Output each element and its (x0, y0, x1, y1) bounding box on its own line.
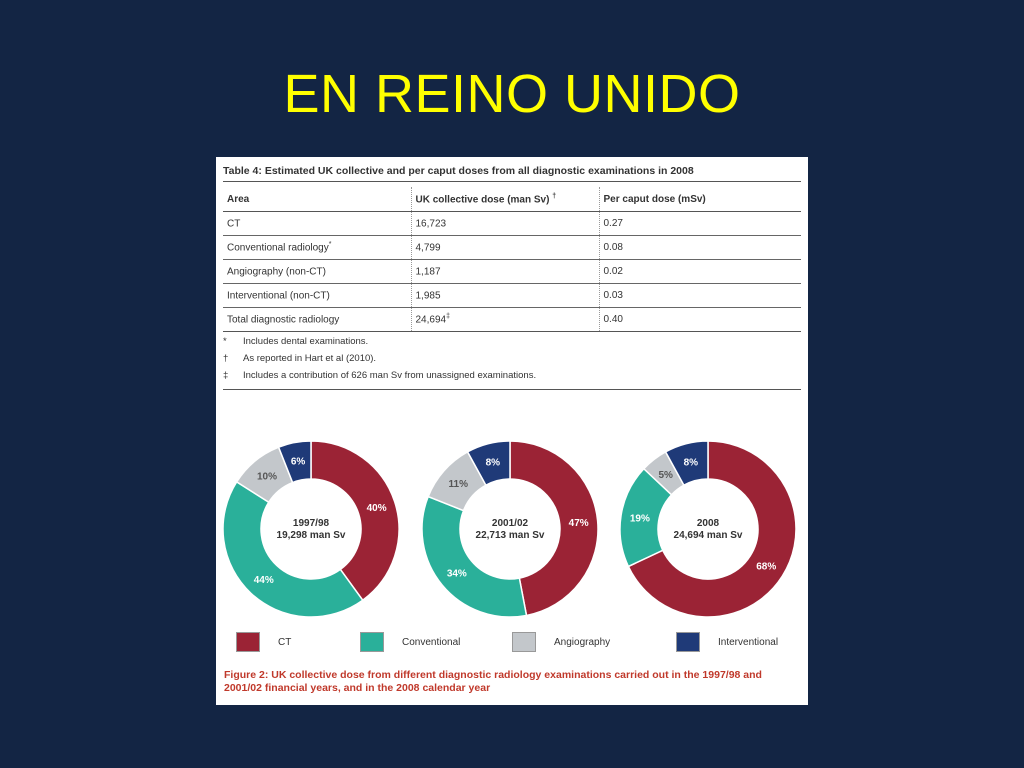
chart-legend (236, 632, 796, 654)
collective-text: 16,723 (415, 218, 447, 230)
slice-label: 40% (366, 503, 387, 515)
legend-swatch (676, 632, 700, 652)
cell-per-caput: 0.02 (599, 260, 801, 284)
cell-per-caput: 0.40 (599, 308, 801, 332)
note-text: Includes a contribution of 626 man Sv from unassigned examinations. (243, 370, 537, 381)
donut-charts (216, 427, 808, 617)
collective-text: 24,694 (415, 314, 447, 326)
table-notes (223, 333, 801, 390)
table-row (223, 236, 801, 260)
table-row (223, 212, 801, 236)
slice-label: 34% (446, 568, 467, 580)
legend-label: CT (278, 636, 292, 648)
cell-area (223, 236, 411, 260)
legend-item-angiography (512, 632, 610, 652)
note-text: Includes dental examinations. (243, 336, 369, 347)
note-item (223, 350, 801, 367)
cell-area (223, 260, 411, 284)
slice-label: 8% (485, 457, 501, 469)
cell-area (223, 212, 411, 236)
collective-mark: ‡ (446, 313, 450, 321)
legend-label: Interventional (718, 636, 779, 648)
note-item (223, 367, 801, 384)
donut-chart-1 (223, 441, 399, 617)
slice-conventional (422, 497, 526, 617)
collective-text: 4,799 (415, 242, 441, 254)
header-collective-text: UK collective dose (man Sv) (415, 194, 550, 206)
note-mark: † (223, 353, 229, 364)
note-text: As reported in Hart et al (2010). (243, 353, 377, 364)
donut-chart-3 (620, 441, 796, 617)
cell-per-caput: 0.08 (599, 236, 801, 260)
slice-label: 6% (290, 456, 306, 468)
slice-label: 10% (257, 471, 278, 483)
collective-text: 1,985 (415, 290, 441, 302)
area-mark: * (328, 241, 332, 249)
header-collective-mark: † (552, 192, 557, 200)
slice-label: 8% (683, 457, 699, 469)
dose-table (223, 187, 801, 332)
cell-per-caput: 0.27 (599, 212, 801, 236)
legend-swatch (236, 632, 260, 652)
cell-collective (411, 212, 599, 236)
cell-collective (411, 308, 599, 332)
legend-swatch (512, 632, 536, 652)
legend-item-interventional (676, 632, 778, 652)
cell-area (223, 284, 411, 308)
table-row (223, 308, 801, 332)
area-text: Conventional radiology (227, 242, 329, 254)
table-row (223, 284, 801, 308)
center-label-period: 2001/02 (491, 518, 529, 529)
note-mark: ‡ (223, 370, 229, 381)
legend-item-ct (236, 632, 291, 652)
slice-label: 11% (448, 478, 468, 490)
table-row (223, 260, 801, 284)
note-mark: * (223, 336, 227, 347)
slice-label: 44% (253, 574, 274, 586)
center-label-dose: 19,298 man Sv (276, 530, 346, 541)
cell-per-caput: 0.03 (599, 284, 801, 308)
header-per-caput-dose: Per caput dose (mSv) (599, 187, 801, 212)
legend-item-conventional (360, 632, 460, 652)
area-text: Interventional (non-CT) (227, 290, 330, 302)
area-text: Total diagnostic radiology (227, 314, 340, 326)
slice-label: 68% (756, 561, 777, 573)
slice-label: 19% (629, 513, 650, 525)
donut-chart-2 (422, 441, 598, 617)
legend-label: Conventional (402, 636, 461, 648)
center-label-period: 2008 (696, 518, 720, 529)
header-area: Area (223, 187, 411, 212)
figure-panel (216, 157, 808, 705)
figure-caption: Figure 2: UK collective dose from different diagnostic radiology examinations carried out in the 1997/98 and 2001/02 financial years, and in the 2008 calendar year (224, 669, 762, 694)
header-collective-dose (411, 187, 599, 212)
cell-collective (411, 260, 599, 284)
table-title: Table 4: Estimated UK collective and per caput doses from all diagnostic examinations in 2008 (223, 165, 801, 182)
center-label-dose: 22,713 man Sv (475, 530, 545, 541)
legend-swatch (360, 632, 384, 652)
slice-conventional (223, 482, 363, 617)
center-label-dose: 24,694 man Sv (673, 530, 743, 541)
area-text: CT (227, 218, 241, 230)
slice-label: 47% (568, 518, 589, 530)
table-header-row (223, 187, 801, 212)
note-item (223, 333, 801, 350)
cell-collective (411, 284, 599, 308)
legend-label: Angiography (554, 636, 611, 648)
cell-area (223, 308, 411, 332)
collective-text: 1,187 (415, 266, 441, 278)
cell-collective (411, 236, 599, 260)
area-text: Angiography (non-CT) (227, 266, 326, 278)
center-label-period: 1997/98 (292, 518, 330, 529)
slice-label: 5% (658, 469, 673, 481)
slide-title: EN REINO UNIDO (283, 64, 741, 124)
